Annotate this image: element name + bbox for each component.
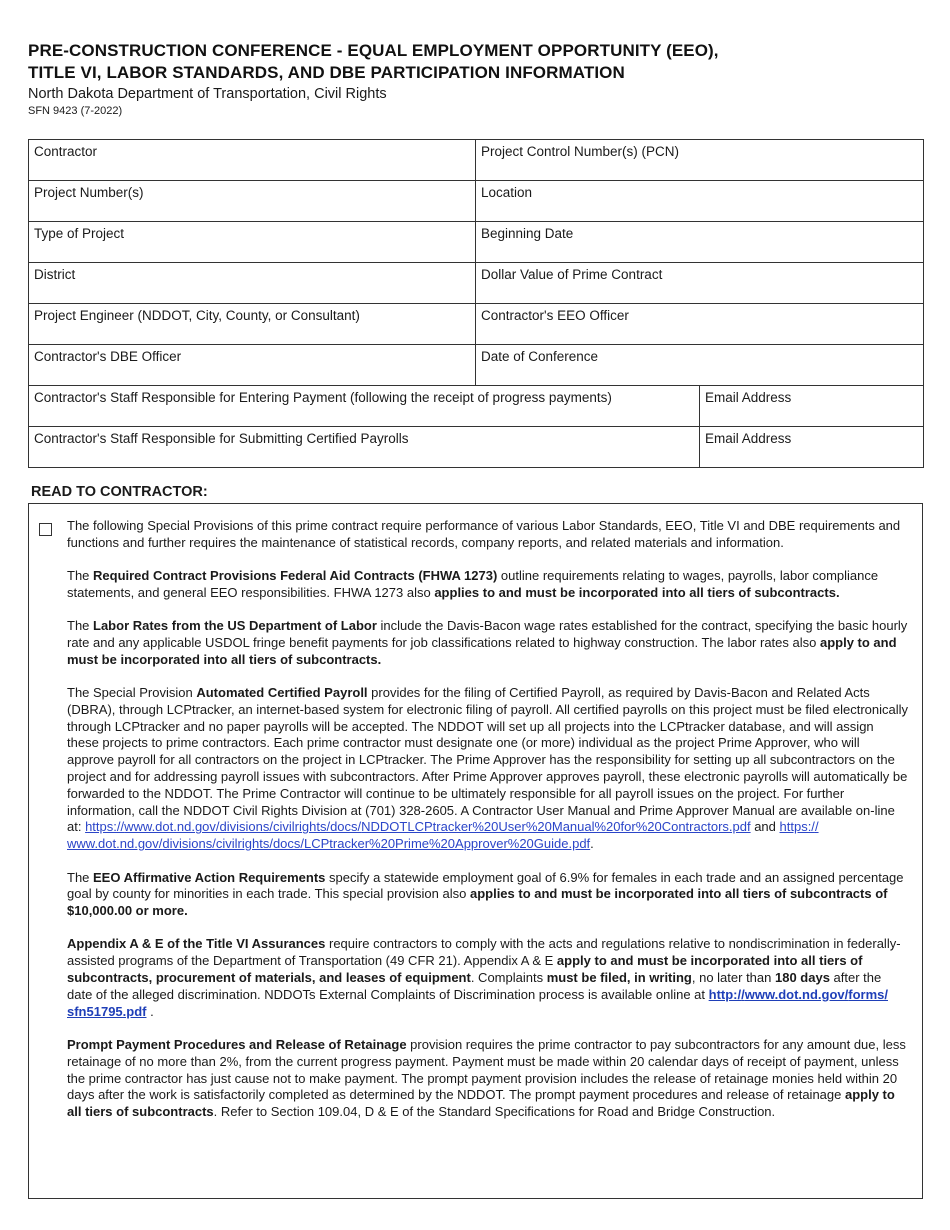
type-of-project-field[interactable]: Type of Project <box>29 222 476 263</box>
staff-payrolls-field[interactable]: Contractor's Staff Responsible for Submitting Certified Payrolls <box>29 427 700 468</box>
project-engineer-field[interactable]: Project Engineer (NDDOT, City, County, or Consultant) <box>29 304 476 345</box>
form-header <box>28 40 928 118</box>
form-title-line-1: PRE-CONSTRUCTION CONFERENCE - EQUAL EMPLOYMENT OPPORTUNITY (EEO), <box>28 41 719 60</box>
fhwa-1273-paragraph: The Required Contract Provisions Federal Aid Contracts (FHWA 1273) outline requirements relating to wages, payrolls, labor compliance statements, and general EEO responsibilities. FHWA 1273 also applies to and must be incorporated into all tiers of subcontracts. <box>67 568 879 600</box>
labor-rates-paragraph: The Labor Rates from the US Department of Labor include the Davis-Bacon wage rates established for the contract, specifying the basic hourly rate and any applicable USDOL fringe benefit payments for job classifications related to highway construction. The labor rates also apply to and must be incorporated into all tiers of subcontracts. <box>67 618 908 667</box>
department-name: North Dakota Department of Transportation, Civil Rights <box>28 86 387 102</box>
prompt-payment-paragraph: Prompt Payment Procedures and Release of Retainage provision requires the prime contractor to pay subcontractors for any amount due, less retainage of no more than 2%, from the current progress payment. Payment must be made within 20 calendar days of receipt of payment, unless the prime contractor has just cause not to make payment. The prompt payment provision includes the release of retainage monies held within 20 days after the work is satisfactorily completed as determined by the NDDOT. The prompt payment procedures and release of retainage apply to all tiers of subcontracts. Refer to Section 109.04, D & E of the Standard Specifications for Road and Bridge Construction. <box>67 1036 906 1120</box>
prime-approver-guide-link[interactable]: https://www.dot.nd.gov/divisions/civilrights/docs/LCPtracker%20Prime%20Approver%20Guide.pdf <box>67 819 819 852</box>
form-title-line-2: TITLE VI, LABOR STANDARDS, AND DBE PARTICIPATION INFORMATION <box>28 63 625 82</box>
pcn-field[interactable]: Project Control Number(s) (PCN) <box>476 140 924 181</box>
acknowledgement-checkbox[interactable] <box>39 523 52 536</box>
form-number: SFN 9423 (7-2022) <box>28 105 123 117</box>
date-of-conference-field[interactable]: Date of Conference <box>476 345 924 386</box>
district-field[interactable]: District <box>29 263 476 304</box>
beginning-date-field[interactable]: Beginning Date <box>476 222 924 263</box>
eeo-officer-field[interactable]: Contractor's EEO Officer <box>476 304 924 345</box>
project-info-table <box>28 139 924 468</box>
staff-payment-field[interactable]: Contractor's Staff Responsible for Entering Payment (following the receipt of progress payments) <box>29 386 700 427</box>
email-address-field-2[interactable]: Email Address <box>700 427 924 468</box>
dollar-value-field[interactable]: Dollar Value of Prime Contract <box>476 263 924 304</box>
location-field[interactable]: Location <box>476 181 924 222</box>
contractor-user-manual-link[interactable]: https://www.dot.nd.gov/divisions/civilrights/docs/NDDOTLCPtracker%20User%20Manual%20for%20Contractors.pdf <box>85 819 751 835</box>
provisions-text <box>67 518 909 1137</box>
project-numbers-field[interactable]: Project Number(s) <box>29 181 476 222</box>
contractor-field[interactable]: Contractor <box>29 140 476 181</box>
certified-payroll-paragraph: The Special Provision Automated Certified Payroll provides for the filing of Certified Payroll, as required by Davis-Bacon and Related Acts (DBRA), through LCPtracker, an internet-based system for electronic filing of payroll. All certified payrolls on this project must be filed electronically through LCPtracker and no paper payrolls will be accepted. The NDDOT will set up all projects into the LCPtracker database, and will assign these projects to prime contractors. Each prime contractor must designate one (or more) individual as the project Prime Approver, who will approve payroll for all contractors on the project in LCPtracker. The Prime Approver has the responsibility for setting up all subcontractors on the project and for addressing payroll issues with subcontractors. After Prime Approver approves payroll, these electronic payrolls will automatically be forwarded to the NDDOT. The Prime Contractor will continue to be ultimately responsible for all payroll issues on the project. For further information, call the NDDOT Civil Rights Division at (701) 328-2605. A Contractor User Manual and Prime Approver Manual are available on-line at: https://www.dot.nd.gov/divisions/civilrights/docs/NDDOTLCPtracker%20User%20Manual%20for%20Contractors.pdf and https://www.dot.nd.gov/divisions/civilrights/docs/LCPtracker%20Prime%20Approver%20Guide.pdf. <box>67 685 909 852</box>
email-address-field-1[interactable]: Email Address <box>700 386 924 427</box>
intro-paragraph: The following Special Provisions of this prime contract require performance of various Labor Standards, EEO, Title VI and DBE requirements and functions and further requires the maintenance of statistical records, company reports, and related materials and information. <box>67 518 901 550</box>
eeo-affirmative-action-paragraph: The EEO Affirmative Action Requirements specify a statewide employment goal of 6.9% for females in each trade and an assigned percentage goal by county for minorities in each trade. This special provision also applies to and must be incorporated into all tiers of subcontracts of $10,000.00 or more. <box>67 869 904 919</box>
read-to-contractor-heading: READ TO CONTRACTOR: <box>31 484 208 500</box>
title-vi-paragraph: Appendix A & E of the Title VI Assurances require contractors to comply with the acts and regulations relative to nondiscrimination in federally-assisted programs of the Department of Transportation (49 CFR 21). Appendix A & E apply to and must be incorporated into all tiers of subcontracts, procurement of materials, and leases of equipment. Complaints must be filed, in writing, no later than 180 days after the date of the alleged discrimination. NDDOTs External Complaints of Discrimination process is available online at http://www.dot.nd.gov/forms/sfn51795.pdf . <box>67 936 901 1019</box>
discrimination-complaint-form-link[interactable]: http://www.dot.nd.gov/forms/sfn51795.pdf <box>67 986 888 1019</box>
dbe-officer-field[interactable]: Contractor's DBE Officer <box>29 345 476 386</box>
read-to-contractor-box <box>28 503 923 1199</box>
